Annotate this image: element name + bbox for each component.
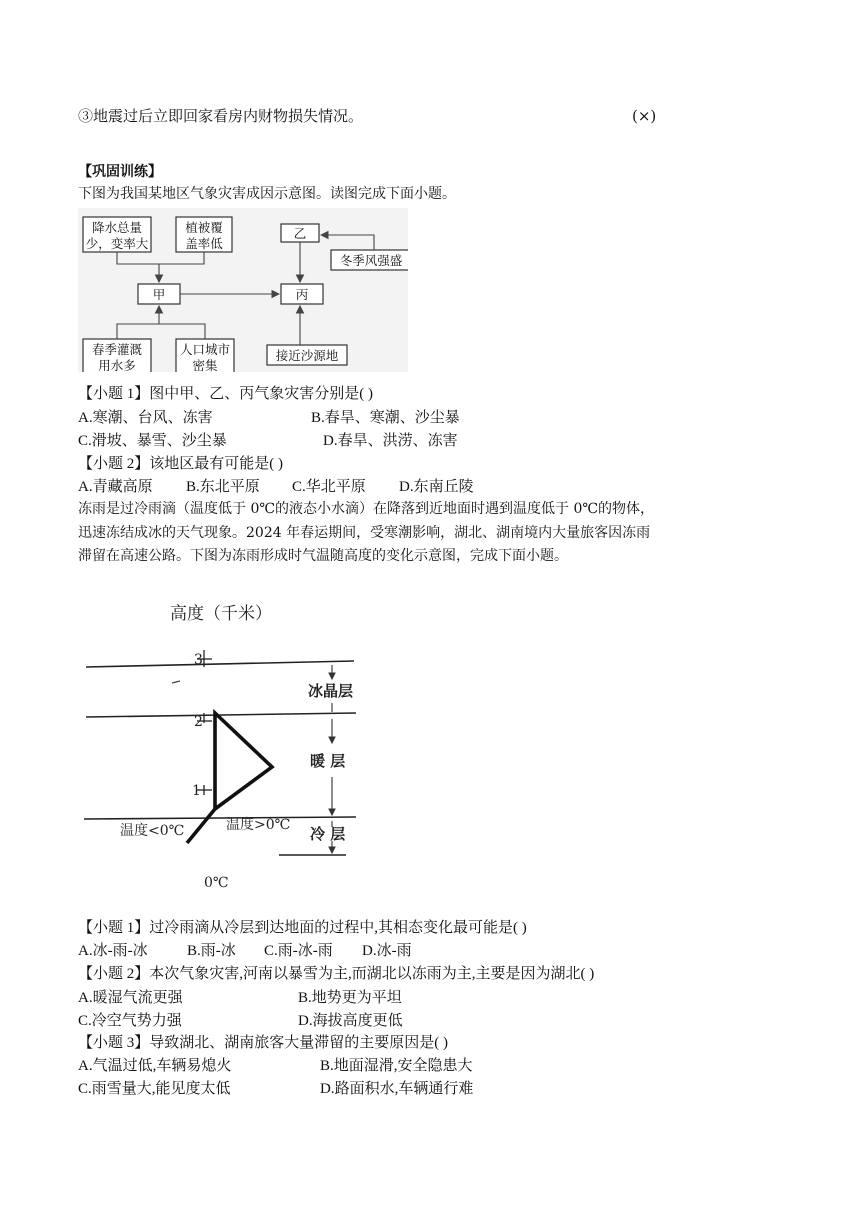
box-yi-label: 乙 [293, 226, 307, 241]
option-b[interactable]: B.地势更为平坦 [298, 990, 402, 1006]
box-winter-label: 冬季风强盛 [339, 253, 403, 268]
intro-text: 下图为我国某地区气象灾害成因示意图。读图完成下面小题。 [78, 186, 456, 202]
option-b[interactable]: B.春旱、寒潮、沙尘暴 [311, 410, 460, 426]
statement-line: ③地震过后立即回家看房内财物损失情况。 [78, 107, 364, 125]
option-c[interactable]: C.冷空气势力强 [78, 1013, 182, 1029]
option-d[interactable]: D.路面积水,车辆通行难 [320, 1081, 474, 1097]
option-d[interactable]: D.东南丘陵 [399, 479, 474, 495]
question-4: 【小题 2】本次气象灾害,河南以暴雪为主,而湖北以冻雨为主,主要是因为湖北( ) [78, 966, 595, 982]
section-title: 【巩固训练】 [78, 164, 162, 180]
tick-2: 2 [194, 714, 203, 730]
box-pop-label-2: 密集 [192, 358, 218, 372]
warm-layer-label: 暖 层 [310, 752, 346, 770]
y-axis-label: 高度（千米） [170, 604, 272, 624]
option-a[interactable]: A.气温过低,车辆易熄火 [78, 1058, 232, 1074]
box-spring-label-1: 春季灌溉 [91, 342, 143, 357]
box-rain-label-2: 少，变率大 [85, 236, 149, 251]
passage-line: 冻雨是过冷雨滴（温度低于 0℃的液态小水滴）在降落到近地面时遇到温度低于 0℃的物体， [78, 501, 655, 517]
box-jia-label: 甲 [152, 287, 166, 302]
option-a[interactable]: A.青藏高原 [78, 479, 153, 495]
tick-1: 1 [192, 783, 201, 799]
option-c[interactable]: C.雨-冰-雨 [264, 943, 333, 959]
box-pop-label-1: 人口城市 [179, 342, 231, 357]
option-d[interactable]: D.海拔高度更低 [298, 1013, 403, 1029]
option-d[interactable]: D.冰-雨 [362, 943, 412, 959]
freezing-rain-profile-diagram [84, 595, 370, 895]
option-a[interactable]: A.冰-雨-冰 [78, 943, 148, 959]
box-rain-label-1: 降水总量 [91, 220, 143, 235]
question-1: 【小题 1】图中甲、乙、丙气象灾害分别是( ) [78, 386, 373, 402]
option-b[interactable]: B.东北平原 [186, 479, 260, 495]
box-sand-label: 接近沙源地 [275, 348, 339, 363]
passage-line: 迅速冻结成冰的天气现象。2024 年春运期间，受寒潮影响，湖北、湖南境内大量旅客因冻雨 [78, 525, 651, 541]
question-3: 【小题 1】过冷雨滴从冷层到达地面的过程中,其相态变化最可能是( ) [78, 920, 527, 936]
temp-above-zero-label: 温度>0℃ [226, 817, 291, 833]
option-a[interactable]: A.寒潮、台风、冻害 [78, 410, 213, 426]
ice-crystal-layer-label: 冰晶层 [308, 682, 354, 700]
box-bing-label: 丙 [295, 287, 309, 302]
question-5: 【小题 3】导致湖北、湖南旅客大量滞留的主要原因是( ) [78, 1035, 448, 1051]
passage-line: 滞留在高速公路。下图为冻雨形成时气温随高度的变化示意图，完成下面小题。 [78, 548, 568, 564]
box-spring-label-2: 用水多 [98, 358, 136, 372]
option-d[interactable]: D.春旱、洪涝、冻害 [323, 433, 458, 449]
option-a[interactable]: A.暖湿气流更强 [78, 990, 183, 1006]
option-b[interactable]: B.雨-冰 [187, 943, 236, 959]
disaster-cause-diagram [78, 208, 408, 372]
tick-3: 3 [194, 652, 203, 668]
answer-mark: (×) [632, 107, 657, 125]
temp-below-zero-label: 温度<0℃ [120, 823, 185, 839]
option-b[interactable]: B.地面湿滑,安全隐患大 [320, 1058, 473, 1074]
box-veg-label-1: 植被覆 [185, 220, 223, 235]
stray-mark [172, 681, 180, 683]
option-c[interactable]: C.华北平原 [292, 479, 366, 495]
option-c[interactable]: C.雨雪量大,能见度太低 [78, 1081, 231, 1097]
cold-layer-label: 冷 层 [310, 825, 346, 843]
option-c[interactable]: C.滑坡、暴雪、沙尘暴 [78, 433, 227, 449]
zero-degree-label: 0℃ [204, 875, 229, 891]
question-2: 【小题 2】该地区最有可能是( ) [78, 456, 283, 472]
box-veg-label-2: 盖率低 [185, 236, 223, 251]
